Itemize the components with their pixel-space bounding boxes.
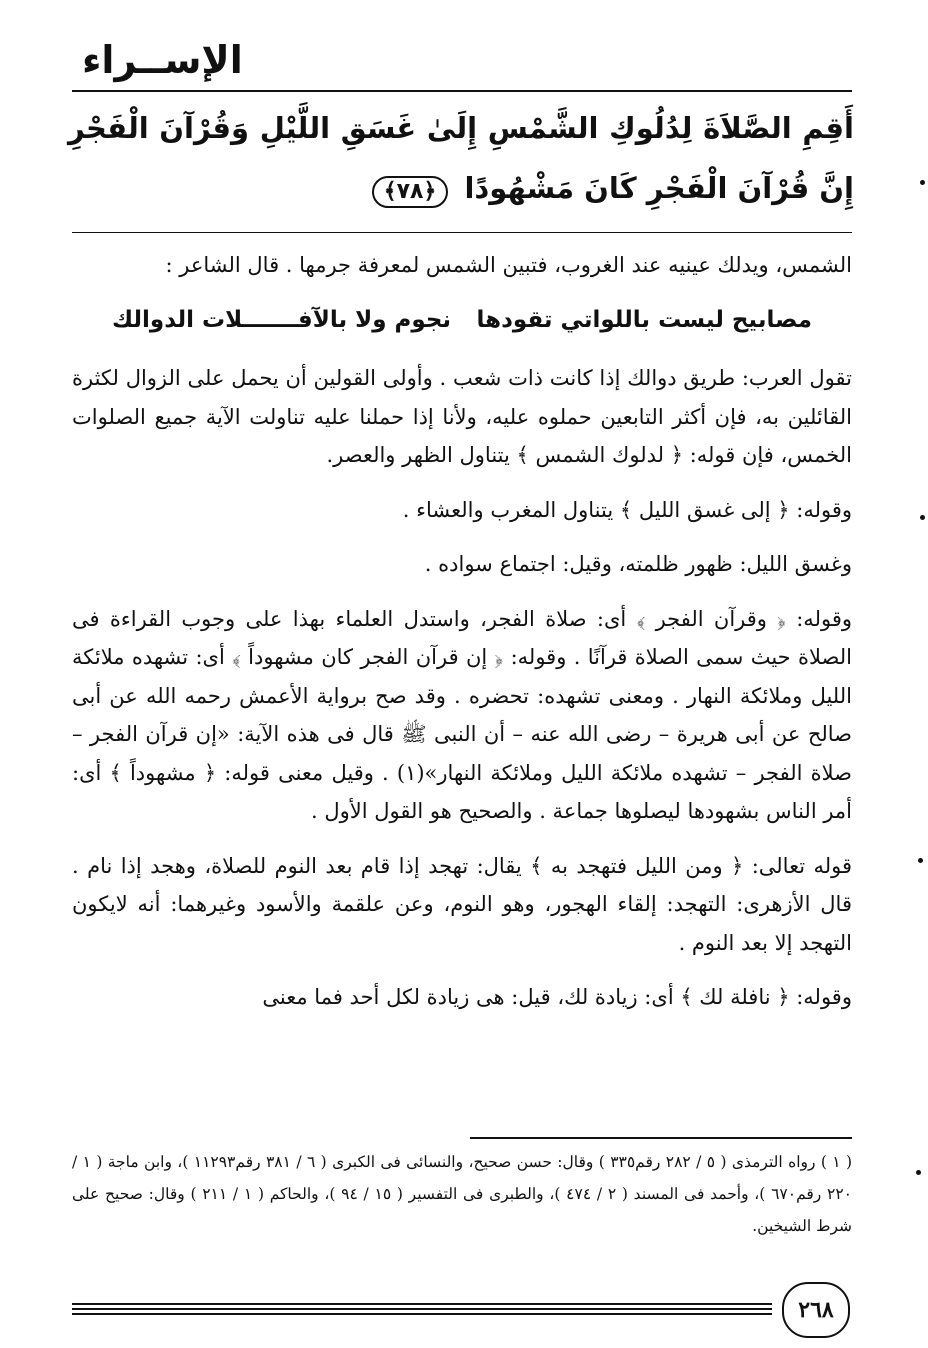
- scan-mark: [920, 515, 925, 520]
- poem-hemistich-left: نجوم ولا بالآفـــــــلات الدوالك: [112, 306, 452, 333]
- verse-separator: [72, 232, 852, 233]
- paragraph-6: قوله تعالى: ﴿ ومن الليل فتهجد به ﴾ يقال: تهجد إذا قام بعد النوم للصلاة، وهجد إذا نام . قال الأزهرى: التهجد: إلقاء الهجور، وهو النوم، وعن علقمة والأسود وغيرهما: أنه لايكون التهجد إلا بعد النوم .: [72, 853, 852, 955]
- paragraph-3: وقوله: ﴿ إلى غسق الليل ﴾ يتناول المغرب والعشاء .: [402, 497, 852, 522]
- quran-verse: [68, 98, 854, 218]
- commentary-text: [72, 246, 852, 1033]
- paragraph-2: تقول العرب: طريق دوالك إذا كانت ذات شعب . وأولى القولين أن يحمل على الزوال لكثرة القائلين به، فإن أكثر التابعين حملوه عليه، ولأنا إذا حملنا عليه تناولت الآية جميع الصلوات الخمس، فإن قوله: ﴿ لدلوك الشمس ﴾ يتناول الظهر والعصر.: [72, 366, 852, 467]
- verse-number: ﴿٧٨﴾: [372, 176, 449, 208]
- footer-rule: [72, 1303, 772, 1305]
- scan-mark: [918, 858, 923, 863]
- footnote-1: ( ١ ) رواه الترمذى ( ٥ / ٢٨٢ رقم٣٣٥ ) وقال: حسن صحيح، والنسائى فى الكبرى ( ٦ / ٣٨١ رقم١١٢٩٣ )، وابن ماجة ( ١ / ٢٢٠ رقم٦٧٠ )، وأحمد فى المسند ( ٢ / ٤٧٤ )، والطبرى فى التفسير ( ١٥ / ٩٤ )، والحاكم ( ١ / ٢١١ ) وقال: صحيح على شرط الشيخين.: [72, 1153, 853, 1235]
- paragraph-5: وقوله: ﴿ وقرآن الفجر ﴾ أى: صلاة الفجر، واستدل العلماء بهذا على وجوب القراءة فى الصلاة حيث سمى الصلاة قرآنًا . وقوله: ﴿ إن قرآن الفجر كان مشهوداً ﴾ أى: تشهده ملائكة الليل وملائكة النهار . ومعنى تشهده: تحضره . وقد صح برواية الأعمش رحمه الله عن أبى صالح عن أبى هريرة – رضى الله عنه – أن النبى ﷺ قال فى هذه الآية: «إن قرآن الفجر – صلاة الفجر – تشهده ملائكة الليل وملائكة النهار»(١) . وقيل معنى قوله: ﴿ مشهوداً ﴾ أى: أمر الناس بشهودها ليصلوها جماعة . والصحيح هو القول الأول .: [72, 606, 852, 823]
- scan-mark: [920, 180, 925, 185]
- paragraph-7: وقوله: ﴿ نافلة لك ﴾ أى: زيادة لك، قيل: هى زيادة لكل أحد فما معنى: [262, 985, 852, 1009]
- header-rule: [72, 90, 852, 92]
- surah-title: الإســراء: [82, 38, 243, 82]
- paragraph-1: الشمس، ويدلك عينيه عند الغروب، فتبين الشمس لمعرفة جرمها . قال الشاعر :: [165, 253, 852, 277]
- footnote-rule: [470, 1137, 852, 1139]
- page-number: ٢٦٨: [782, 1282, 850, 1338]
- paragraph-4: وغسق الليل: ظهور ظلمته، وقيل: اجتماع سواده .: [424, 552, 852, 576]
- poem-verse: [72, 301, 852, 340]
- footer-rule: [72, 1313, 772, 1315]
- verse-text: أَقِمِ الصَّلاَةَ لِدُلُوكِ الشَّمْسِ إِلَىٰ غَسَقِ اللَّيْلِ وَقُرْآنَ الْفَجْرِ إِنَّ قُرْآنَ الْفَجْرِ كَانَ مَشْهُودًا: [68, 111, 854, 205]
- poem-hemistich-right: مصابيح ليست باللواتي تقودها: [476, 306, 812, 333]
- scan-mark: [916, 1170, 921, 1175]
- footer-rule: [72, 1308, 772, 1310]
- footnotes: [72, 1146, 852, 1242]
